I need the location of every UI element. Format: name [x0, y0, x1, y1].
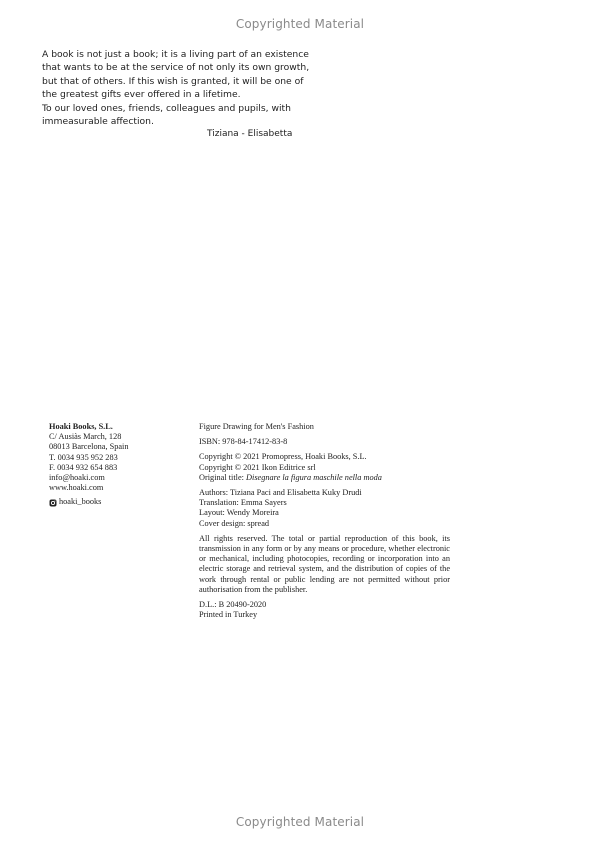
- dedication-signature: Tiziana - Elisabetta: [207, 129, 293, 139]
- instagram-icon: [49, 499, 57, 507]
- publisher-phone: T. 0034 935 952 283: [49, 452, 118, 462]
- cover-design: Cover design: spread: [199, 518, 270, 528]
- translation: Translation: Emma Sayers: [199, 498, 287, 508]
- copyright-watermark-bottom: Copyrighted Material: [235, 815, 365, 829]
- publisher-address-city: 08013 Barcelona, Spain: [49, 442, 129, 452]
- book-credits: [199, 422, 450, 625]
- original-title-label: Original title:: [199, 472, 247, 482]
- dedication-line: but that of others. If this wish is granted, it will be one of: [42, 75, 304, 87]
- copyright-line-1: Copyright © 2021 Promopress, Hoaki Books, S.L.: [199, 452, 367, 462]
- original-title-value: Disegnare la figura maschile nella moda: [246, 472, 382, 482]
- isbn: ISBN: 978-84-17412-83-8: [199, 437, 288, 447]
- original-title: [199, 473, 450, 483]
- book-title: Figure Drawing for Men's Fashion: [199, 422, 314, 431]
- dedication-line: To our loved ones, friends, colleagues and pupils, with: [42, 102, 291, 114]
- publisher-website: www.hoaki.com: [49, 483, 104, 493]
- dedication: [42, 48, 310, 128]
- dedication-line: immeasurable affection.: [42, 116, 154, 128]
- rights-notice: All rights reserved. The total or partial reproduction of this book, its transmission in any form or by any means or procedure, whether electronic or mechanical, including photocopies, recording or incorporation into an electric storage and retrieval system, and the distribution of copies of the work through rental or public lending are not permitted without prior authorisation from the publisher.: [199, 533, 450, 594]
- publisher-fax: F. 0034 932 654 883: [49, 462, 118, 472]
- instagram-handle: hoaki_books: [59, 497, 102, 507]
- layout-credit: Layout: Wendy Moreira: [199, 508, 279, 518]
- authors: Authors: Tiziana Paci and Elisabetta Kuky Drudi: [199, 488, 362, 498]
- legal-deposit: D.L.: B 20490-2020: [199, 600, 267, 610]
- publisher-instagram: [49, 497, 169, 507]
- dedication-line: the greatest gifts ever offered in a lifetime.: [42, 89, 241, 101]
- copyright-line-2: Copyright © 2021 Ikon Editrice srl: [199, 462, 316, 472]
- publisher-address-street: C/ Ausiàs March, 128: [49, 432, 122, 442]
- copyright-watermark-top: Copyrighted Material: [235, 17, 365, 31]
- publisher-email: info@hoaki.com: [49, 473, 105, 483]
- dedication-line: A book is not just a book; it is a living part of an existence: [42, 49, 309, 60]
- publisher-name: Hoaki Books, S.L.: [49, 422, 113, 431]
- printed-in: Printed in Turkey: [199, 610, 258, 620]
- publisher-info: [49, 422, 169, 508]
- dedication-line: that wants to be at the service of not only its own growth,: [42, 62, 310, 74]
